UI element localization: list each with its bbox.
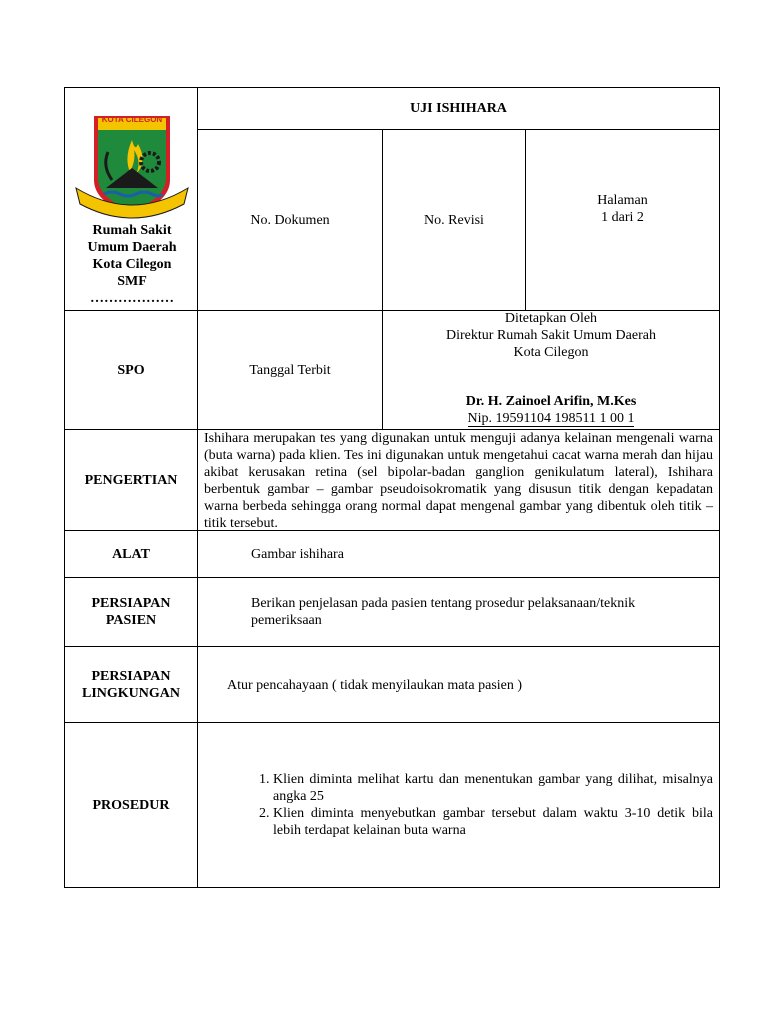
persiapan-lingkungan-label-line: LINGKUNGAN [81,685,180,701]
hospital-name-line: Kota Cilegon [92,257,172,272]
persiapan-pasien-label-line: PASIEN [105,613,157,628]
ditetapkan-line: Ditetapkan Oleh [504,311,598,326]
ditetapkan-cell [382,310,720,430]
hospital-name [65,222,199,307]
persiapan-lingkungan-label-line: PERSIAPAN [91,668,171,684]
prosedur-label: PROSEDUR [64,722,198,888]
tanggal-terbit-cell: Tanggal Terbit [197,310,383,430]
persiapan-pasien-text: Berikan penjelasan pada pasien tentang prosedur pelaksanaan/teknik pemeriksaan [251,596,636,628]
prosedur-cell [197,722,720,888]
signer-nip: Nip. 19591104 198511 1 00 1 [467,411,635,426]
pengertian-text: Ishihara merupakan tes yang digunakan untuk menguji adanya kelainan mengenali warna (buta warna) pada klien. Tes ini digunakan untuk mengetahui cacat warna merah dan hijau akibat kerusakan retina (sel bipolar-badan ganglion genikulatum lateral), Ishihara berbentuk gambar – gambar pseudoisokromatik yang disusun titik dengan kepadatan warna berbeda sehingga orang normal dapat mengenal gambar yang dibentuk oleh titik – titik tersebut. [197,429,720,531]
ditetapkan-line: Kota Cilegon [513,345,589,360]
persiapan-lingkungan-cell [197,646,720,723]
hospital-name-line: Rumah Sakit [92,223,172,238]
alat-cell [197,530,720,578]
persiapan-pasien-label [64,577,198,647]
persiapan-lingkungan-text: Atur pencahayaan ( tidak menyilaukan mata pasien ) [227,678,523,693]
alat-label: ALAT [64,530,198,578]
no-dokumen-cell: No. Dokumen [197,129,383,311]
hospital-name-line: Umum Daerah [87,240,177,255]
hospital-name-line: SMF [117,274,147,289]
signer-name: Dr. H. Zainoel Arifin, M.Kes [465,394,637,409]
city-logo [72,110,192,226]
persiapan-lingkungan-label [64,646,198,723]
no-revisi-cell: No. Revisi [382,129,526,311]
spo-label: SPO [64,310,198,430]
logo-banner-text: KOTA CILEGON [101,115,163,124]
halaman-value: 1 dari 2 [601,210,644,225]
document-title: UJI ISHIHARA [197,87,720,130]
persiapan-pasien-label-line: PERSIAPAN [91,596,171,611]
prosedur-step: 1. Klien diminta melihat kartu dan menentukan gambar yang dilihat, misalnya angka 25 [273,771,713,805]
prosedur-step: 2. Klien diminta menyebutkan gambar tersebut dalam waktu 3-10 detik bila lebih terdapat kelainan buta warna [273,805,713,839]
ditetapkan-line: Direktur Rumah Sakit Umum Daerah [446,328,656,343]
sop-document [64,87,720,888]
alat-text: Gambar ishihara [251,546,344,562]
persiapan-pasien-cell [197,577,720,647]
halaman-cell [525,129,720,311]
pengertian-label: PENGERTIAN [64,429,198,531]
halaman-label: Halaman [597,193,648,208]
hospital-cell [64,87,198,311]
hospital-name-dots: ……………… [90,291,174,306]
prosedur-steps [249,771,713,839]
